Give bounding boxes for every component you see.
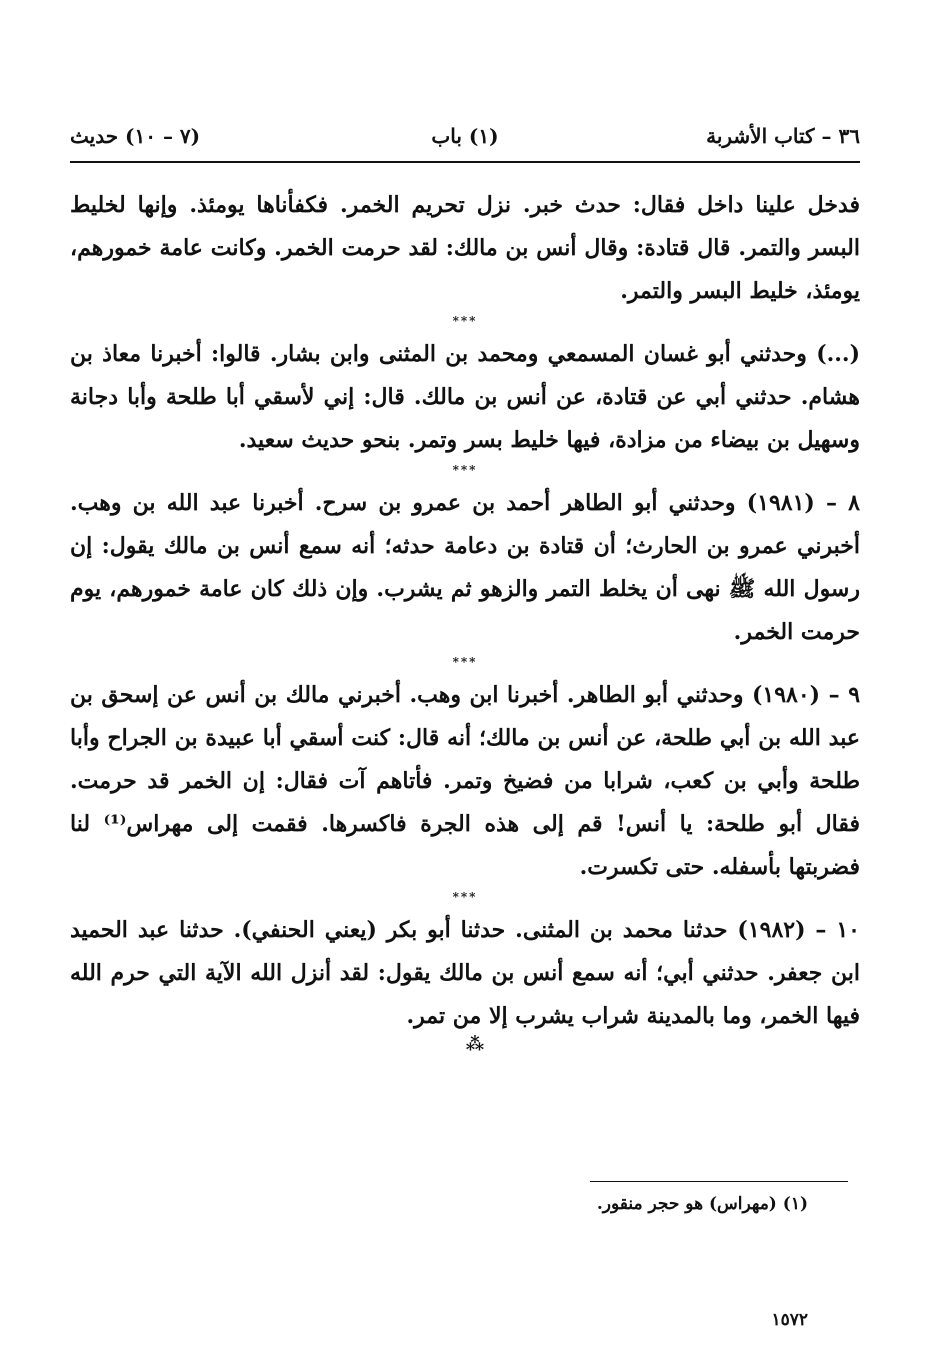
section-separator: *** <box>452 314 478 328</box>
section-separator: *** <box>452 655 478 669</box>
header-rule <box>70 161 860 163</box>
footnote-rule <box>590 1181 848 1182</box>
main-text <box>70 184 860 1038</box>
header-hadith-range: (٧ – ١٠) حديث <box>70 124 201 148</box>
paragraph-2: (...) وحدثني أبو غسان المسمعي ومحمد بن المثنى وابن بشار. قالوا: أخبرنا معاذ بن هشام. حدثني أبي عن قتادة، عن أنس بن مالك. قال: إني لأسقي أبا طلحة وأبا دجانة وسهيل بن بيضاء من مزادة، فيها خليط بسر وتمر. بنحو حديث سعيد. <box>70 341 860 453</box>
section-separator: *** <box>452 463 478 477</box>
section-separator: *** <box>452 890 478 904</box>
end-ornament: ⁂ <box>465 1034 485 1055</box>
footnote: (١) (مهراس) هو حجر منقور. <box>596 1194 808 1214</box>
header-chapter: (١) باب <box>431 124 499 148</box>
page-number: ١٥٧٢ <box>771 1310 808 1330</box>
running-head <box>70 118 860 162</box>
paragraph-3: ٨ – (١٩٨١) وحدثني أبو الطاهر أحمد بن عمرو بن سرح. أخبرنا عبد الله بن وهب. أخبرني عمرو بن الحارث؛ أن قتادة بن دعامة حدثه؛ أنه سمع أنس بن مالك يقول: إن رسول الله ﷺ نهى أن يخلط التمر والزهو ثم يشرب. وإن ذلك كان عامة خمورهم، يوم حرمت الخمر. <box>70 490 860 645</box>
paragraph-4: ٩ – (١٩٨٠) وحدثني أبو الطاهر. أخبرنا ابن وهب. أخبرني مالك بن أنس عن إسحق بن عبد الله بن أبي طلحة، عن أنس بن مالك؛ أنه قال: كنت أسقي أبا عبيدة بن الجراح وأبا طلحة وأبي بن كعب، شرابا من فضيخ وتمر. فأتاهم آت فقال: إن الخمر قد حرمت. فقال أبو طلحة: يا أنس! قم إلى هذه الجرة فاكسرها. فقمت إلى مهراس⁽¹⁾ لنا فضربتها بأسفله. حتى تكسرت. <box>70 682 861 880</box>
paragraph-1: فدخل علينا داخل فقال: حدث خبر. نزل تحريم الخمر. فكفأناها يومئذ. وإنها لخليط البسر والتمر. قال قتادة: وقال أنس بن مالك: لقد حرمت الخمر. وكانت عامة خمورهم، يومئذ، خليط البسر والتمر. <box>70 192 860 304</box>
paragraph-5: ١٠ – (١٩٨٢) حدثنا محمد بن المثنى. حدثنا أبو بكر (يعني الحنفي). حدثنا عبد الحميد ابن جعفر. حدثني أبي؛ أنه سمع أنس بن مالك يقول: لقد أنزل الله الآية التي حرم الله فيها الخمر، وما بالمدينة شراب يشرب إلا من تمر. <box>70 917 860 1029</box>
header-book-title: ٣٦ – كتاب الأشربة <box>706 124 860 148</box>
